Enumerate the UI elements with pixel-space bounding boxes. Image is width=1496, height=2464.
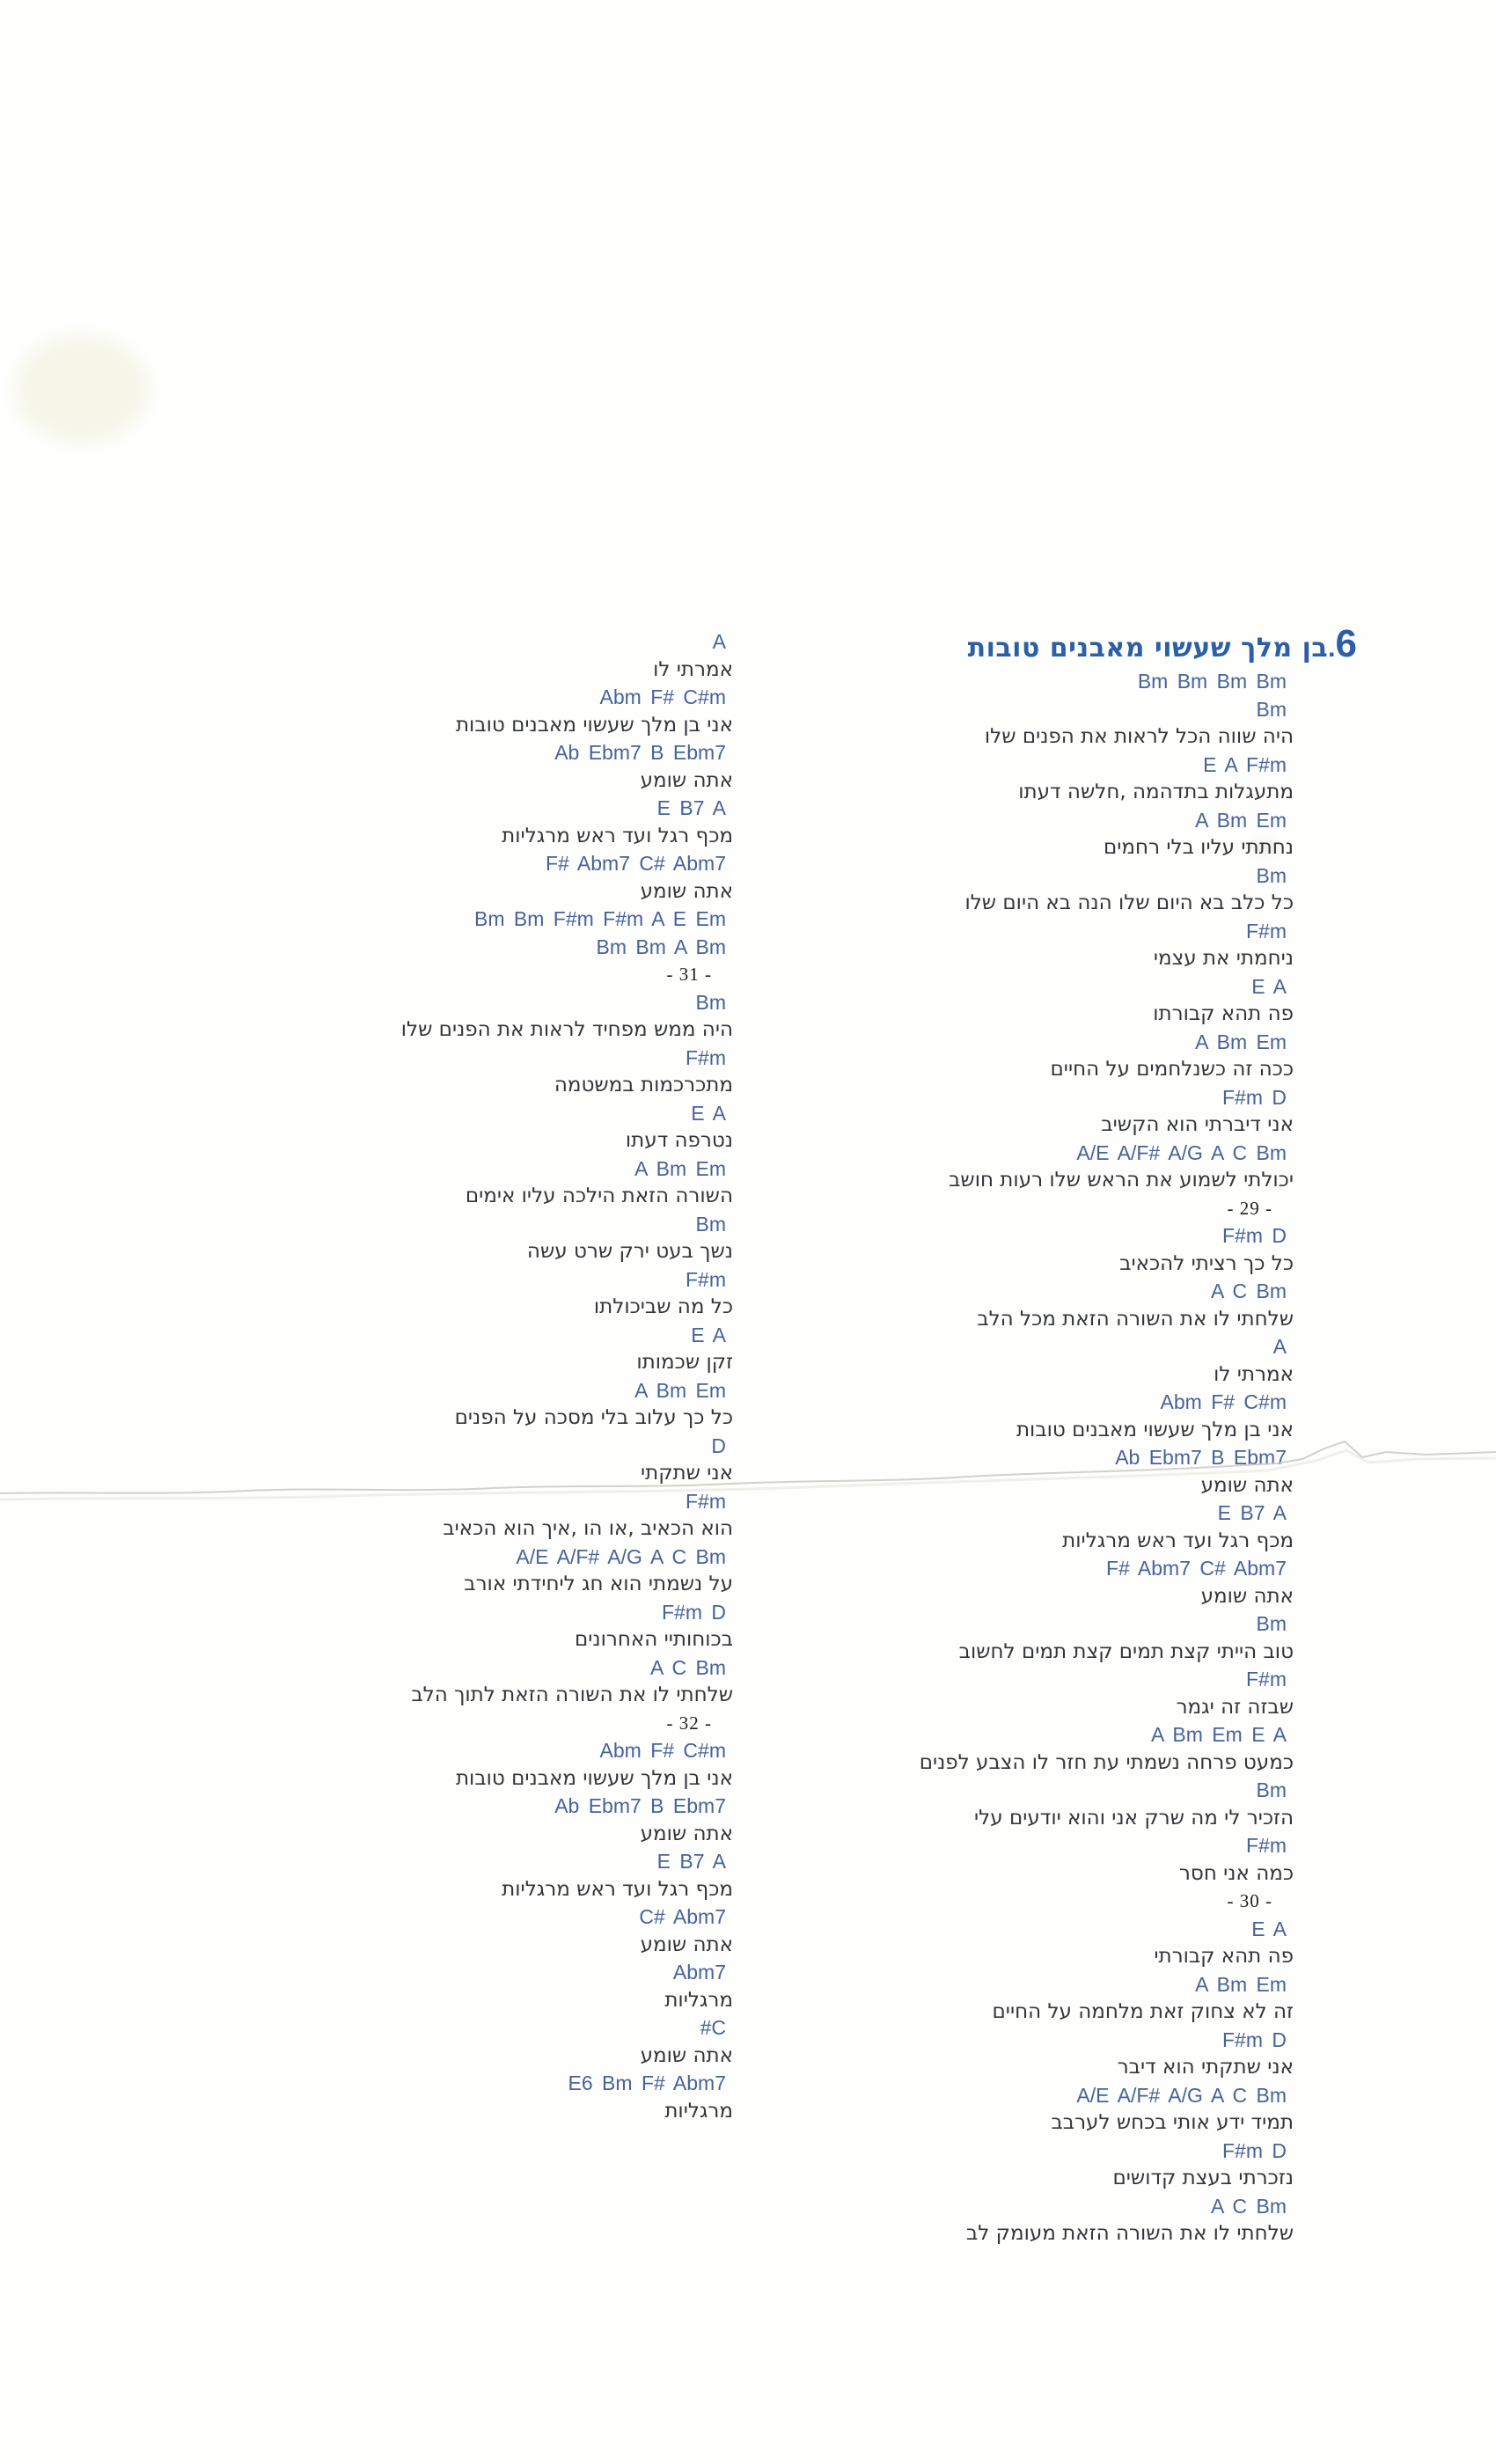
- chord-line: A Bm Em: [1195, 808, 1287, 832]
- chord-line: Bm Bm Bm Bm: [1137, 670, 1287, 693]
- lyric-line: שלחתי לו את השורה הזאת מכל הלב: [977, 1307, 1294, 1331]
- chord-line: F#m: [1246, 1834, 1287, 1857]
- chord-line: A/E A/F# A/G A C Bm: [1076, 2083, 1287, 2107]
- lyric-line: כמעט פרחה נשמתי עת חזר לו הצבע לפנים: [919, 1750, 1294, 1774]
- chord-line: A: [712, 630, 726, 653]
- lyric-line: מתכרכמות במשטמה: [554, 1074, 733, 1096]
- chord-line: F#m D: [1222, 2028, 1287, 2051]
- chord-line: E A: [1251, 1917, 1287, 1940]
- lyric-line: אתה שומע: [640, 768, 733, 792]
- lyric-line: שלחתי לו את השורה הזאת מעומק לב: [965, 2222, 1294, 2245]
- chord-line: Ab Ebm7 B Ebm7: [554, 1794, 726, 1817]
- lyric-line: הזכיר לי מה שרק אני והוא יודעים עלי: [974, 1806, 1294, 1830]
- lyric-line: נטרפה דעתו: [625, 1129, 733, 1152]
- chord-line: F#m D: [1222, 1085, 1287, 1109]
- lyric-line: כל כך רציתי להכאיב: [1119, 1251, 1294, 1275]
- chord-line: F#m D: [662, 1600, 726, 1624]
- lyric-line: מרגליות: [664, 1988, 733, 2012]
- lyric-line: אתה שומע: [1200, 1584, 1294, 1608]
- chord-line: A Bm Em: [1195, 1972, 1287, 1996]
- chord-line: Bm: [1256, 863, 1287, 887]
- chord-line: F#m: [686, 1267, 726, 1291]
- chord-line: Bm: [695, 990, 726, 1014]
- song-title-text: בן מלך שעשוי מאבנים טובות: [967, 633, 1329, 664]
- chord-line: Bm: [1256, 697, 1287, 721]
- chord-line: E B7 A: [656, 1850, 726, 1873]
- lyric-line: ככה זה כשנלחמים על החיים: [1050, 1058, 1294, 1081]
- chord-line: F#m: [686, 1489, 726, 1513]
- lyric-line: אתה שומע: [640, 1932, 733, 1956]
- chord-line: E6 Bm F# Abm7: [568, 2072, 726, 2094]
- lyric-line: נחתתי עליו בלי רחמים: [1104, 836, 1294, 859]
- lyric-line: אני שתקתי הוא דיבר: [1117, 2056, 1294, 2079]
- chord-line: Abm F# C#m: [599, 686, 726, 708]
- lyric-line: זקן שכמותו: [636, 1351, 733, 1374]
- lyric-line: הוא הכאיב ,או הו ,איך הוא הכאיב: [443, 1517, 733, 1540]
- chord-line: E A F#m: [1203, 752, 1287, 776]
- lyric-line: זה לא צחוק זאת מלחמה על החיים: [992, 2000, 1294, 2023]
- lyric-line: מתעגלות בתדהמה ,חלשה דעתו: [1018, 781, 1294, 803]
- chord-line: F#m: [1246, 919, 1287, 942]
- chord-line: A Bm Em E A: [1150, 1723, 1287, 1746]
- lyric-line: השורה הזאת הילכה עליו אימים: [465, 1184, 733, 1207]
- lyric-line: מכף רגל ועד ראש מרגליות: [502, 824, 733, 847]
- chord-line: A Bm Em: [1195, 1030, 1287, 1053]
- lyric-line: טוב הייתי קצת תמים קצת תמים לחשוב: [958, 1639, 1294, 1663]
- lyric-line: כל כלב בא היום שלו הנה בא היום שלו: [964, 891, 1294, 914]
- chord-line: F#m: [686, 1045, 726, 1069]
- lyric-line: תמיד ידע אותי בכחש לערבב: [1051, 2111, 1294, 2134]
- lyric-line: נזכרתי בעצת קדושים: [1112, 2167, 1294, 2189]
- song-number-separator: .: [1328, 634, 1336, 663]
- chord-line: A/E A/F# A/G A C Bm: [1076, 1140, 1287, 1164]
- song-number: 6: [1335, 622, 1357, 665]
- lyric-line: כל מה שביכולתו: [593, 1295, 733, 1318]
- lyric-line: אני בן מלך שעשוי מאבנים טובות: [455, 1766, 733, 1790]
- lyric-line: אתה שומע: [640, 2043, 733, 2067]
- page-number: - 30 -: [1227, 1890, 1272, 1911]
- chord-line: F# Abm7 C# Abm7: [1105, 1557, 1287, 1580]
- lyric-line: פה תהא קבורתי: [1154, 1945, 1294, 1968]
- paper-tear-artifact: [0, 1408, 1496, 1531]
- lyric-line: בכוחותיי האחרונים: [574, 1628, 733, 1651]
- lyric-line: אתה שומע: [1200, 1473, 1294, 1497]
- chord-line: F#m: [1246, 1668, 1287, 1690]
- chord-line: A: [1272, 1335, 1287, 1358]
- lyric-line: אני בן מלך שעשוי מאבנים טובות: [455, 713, 733, 737]
- chord-line: Ab Ebm7 B Ebm7: [1115, 1446, 1287, 1469]
- chord-line: F# Abm7 C# Abm7: [545, 852, 726, 875]
- scan-smudge: [16, 336, 148, 442]
- chord-line: Bm Bm A Bm: [596, 935, 726, 958]
- lyric-line: אתה שומע: [640, 879, 733, 903]
- lyric-line: אני שתקתי: [640, 1462, 733, 1485]
- chord-line: E A: [691, 1323, 726, 1346]
- chord-line: Bm Bm F#m F#m A E Em: [474, 907, 726, 930]
- lyric-line: היה ממש מפחיד לראות את הפנים שלו: [400, 1018, 733, 1041]
- chord-line: A Bm Em: [634, 1378, 726, 1402]
- chord-line: Ab Ebm7 B Ebm7: [554, 741, 726, 764]
- page-number: - 31 -: [666, 964, 712, 985]
- lyric-line: מרגליות: [664, 2099, 733, 2123]
- chord-line: F#m D: [1222, 1224, 1287, 1247]
- lyric-line: אמרתי לו: [1214, 1362, 1294, 1386]
- lyric-line: שלחתי לו את השורה הזאת לתוך הלב: [411, 1683, 733, 1706]
- chord-line: Abm F# C#m: [1160, 1390, 1287, 1413]
- chord-line: A C Bm: [650, 1655, 726, 1679]
- page-number: - 29 -: [1227, 1197, 1272, 1219]
- chord-line: D: [711, 1434, 726, 1457]
- chord-line: E A: [691, 1101, 726, 1125]
- chord-line: A C Bm: [1211, 1280, 1287, 1302]
- chord-line: A Bm Em: [634, 1156, 726, 1180]
- chord-line: E A: [1251, 974, 1287, 998]
- chord-line: E B7 A: [1217, 1501, 1287, 1524]
- song-column-left: [170, 628, 733, 2125]
- lyric-line: היה שווה הכל לראות את הפנים שלו: [984, 725, 1294, 748]
- chord-line: Abm F# C#m: [599, 1739, 726, 1762]
- lyric-line: כמה אני חסר: [1178, 1861, 1294, 1885]
- chord-line: E B7 A: [656, 796, 726, 819]
- lyric-line: אני דיברתי הוא הקשיב: [1101, 1113, 1294, 1136]
- chord-line: Abm7: [672, 1961, 726, 1984]
- page-number: - 32 -: [666, 1712, 712, 1734]
- lyric-line: יכולתי לשמוע את הראש שלו רעות חושב: [949, 1169, 1294, 1192]
- chord-line: A/E A/F# A/G A C Bm: [516, 1544, 726, 1568]
- song-title: [968, 621, 1357, 675]
- lyric-line: שבזה זה יגמר: [1176, 1695, 1294, 1719]
- lyric-line: אני בן מלך שעשוי מאבנים טובות: [1016, 1418, 1294, 1441]
- lyric-line: מכף רגל ועד ראש מרגליות: [502, 1877, 733, 1901]
- lyric-line: מכף רגל ועד ראש מרגליות: [1062, 1529, 1294, 1552]
- lyric-line: אתה שומע: [640, 1822, 733, 1845]
- lyric-line: פה תהא קבורתו: [1153, 1002, 1294, 1025]
- lyric-line: ניחמתי את עצמי: [1153, 947, 1294, 970]
- lyric-line: נשך בעט ירק שרט עשה: [526, 1240, 733, 1263]
- chord-line: C#: [700, 2016, 726, 2039]
- chord-line: A C Bm: [1211, 2194, 1287, 2218]
- chord-line: C# Abm7: [639, 1905, 726, 1928]
- lyric-line: כל כך עלוב בלי מסכה על הפנים: [454, 1406, 733, 1429]
- chord-line: Bm: [1256, 1612, 1287, 1635]
- chord-line: Bm: [695, 1212, 726, 1236]
- chord-line: F#m D: [1222, 2138, 1287, 2162]
- lyric-line: על נשמתי הוא חג ליחידתי אורב: [464, 1573, 733, 1595]
- chord-line: Bm: [1256, 1778, 1287, 1801]
- lyric-line: אמרתי לו: [653, 657, 733, 681]
